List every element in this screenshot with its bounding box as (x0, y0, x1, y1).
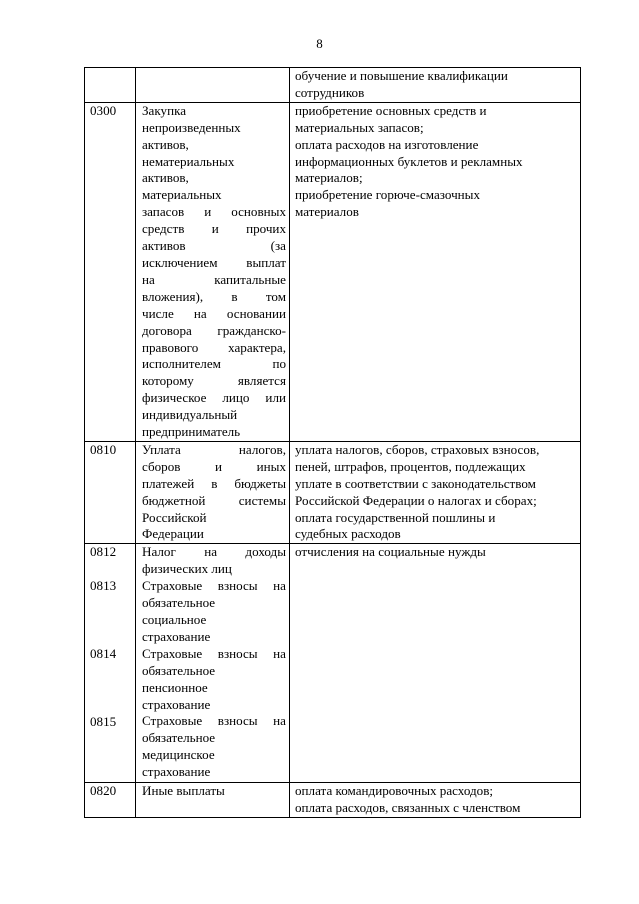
name-line: физических лиц (142, 561, 232, 577)
name-line: физическое лицо или (142, 390, 286, 406)
code-spacer (90, 731, 132, 748)
name-line: Страховые взносы на (142, 645, 286, 661)
name-line: договора гражданско- (142, 322, 286, 338)
description-line: уплате в соответствии с законодательством (295, 475, 536, 491)
description-cell (290, 544, 581, 783)
code-spacer (90, 561, 132, 578)
name-line: сборов и иных (142, 458, 286, 474)
code-spacer (90, 765, 132, 782)
name-line: запасов и основных (142, 204, 286, 220)
code-spacer (90, 663, 132, 680)
name-line: активов, (142, 170, 189, 186)
code-cell (85, 68, 136, 103)
name-line: Иные выплаты (142, 783, 225, 798)
name-line: правового характера, (142, 339, 286, 355)
description-line: оплата расходов на изготовление (295, 136, 479, 152)
name-line: обязательное (142, 730, 216, 746)
name-line: на капитальные (142, 271, 286, 287)
description-line: информационных буклетов и рекламных (295, 153, 523, 169)
name-line: Страховые взносы на (142, 713, 286, 729)
name-line: Закупка (142, 102, 187, 118)
name-line: активов (за (142, 238, 286, 254)
name-line: числе на основании (142, 305, 286, 321)
code-spacer (90, 595, 132, 612)
description-cell (290, 441, 581, 543)
description-cell (290, 68, 581, 103)
code-value: 0815 (90, 714, 117, 730)
table-row (85, 68, 581, 103)
name-line: социальное (142, 612, 207, 627)
code-spacer (90, 612, 132, 629)
name-line: Федерации (142, 526, 204, 542)
name-line: предприниматель (142, 424, 241, 440)
code-cell (85, 544, 136, 783)
table-row (85, 544, 581, 783)
name-cell (136, 783, 290, 818)
description-line: уплата налогов, сборов, страховых взносов, (295, 441, 540, 457)
name-line: Уплата налогов, (142, 441, 286, 457)
name-line: индивидуальный (142, 407, 238, 423)
description-line: пеней, штрафов, процентов, подлежащих (295, 458, 526, 474)
code-cell (85, 783, 136, 818)
name-line: страхование (142, 696, 211, 712)
description-line: приобретение горюче-смазочных (295, 187, 480, 203)
description-line: приобретение основных средств и (295, 102, 487, 118)
name-line: средств и прочих (142, 221, 286, 237)
code-value: 0814 (90, 646, 117, 662)
expense-codes-table (84, 67, 581, 818)
code-cell (85, 102, 136, 441)
code-value: 0813 (90, 578, 117, 594)
code-value: 0820 (90, 783, 117, 798)
description-line: судебных расходов (295, 526, 401, 542)
name-line: медицинское (142, 747, 215, 763)
code-spacer (90, 748, 132, 765)
table-row (85, 441, 581, 543)
description-line: обучение и повышение квалификации (295, 68, 508, 83)
code-value: 0812 (90, 544, 117, 560)
name-line: вложения), в том (142, 288, 286, 304)
name-cell (136, 544, 290, 783)
code-spacer (90, 629, 132, 646)
description-line: отчисления на социальные нужды (295, 544, 486, 560)
description-line: оплата расходов, связанных с членством (295, 799, 521, 815)
code-value: 0300 (90, 102, 117, 118)
table-row (85, 783, 581, 818)
name-line: страхование (142, 628, 211, 644)
table-row (85, 102, 581, 441)
name-line: Страховые взносы на (142, 578, 286, 594)
name-line: исполнителем по (142, 356, 286, 372)
description-cell (290, 783, 581, 818)
code-value: 0810 (90, 441, 117, 457)
name-line: Налог на доходы (142, 544, 286, 560)
description-line: материалов (295, 204, 359, 220)
name-line: обязательное (142, 662, 216, 678)
name-line: бюджетной системы (142, 492, 286, 508)
name-cell (136, 102, 290, 441)
code-spacer (90, 697, 132, 714)
name-line: платежей в бюджеты (142, 475, 286, 491)
description-line: оплата государственной пошлины и (295, 509, 496, 525)
name-cell (136, 68, 290, 103)
name-line: обязательное (142, 595, 216, 611)
name-line: которому является (142, 373, 286, 389)
code-spacer (90, 680, 132, 697)
description-line: сотрудников (295, 84, 365, 100)
name-line: активов, (142, 136, 189, 152)
name-line: пенсионное (142, 679, 208, 695)
description-line: Российской Федерации о налогах и сборах; (295, 492, 537, 508)
name-line: страхование (142, 764, 211, 780)
page-number: 8 (316, 36, 323, 51)
code-cell (85, 441, 136, 543)
name-line: Российской (142, 509, 207, 525)
name-line: исключением выплат (142, 254, 286, 270)
description-cell (290, 102, 581, 441)
description-line: оплата командировочных расходов; (295, 783, 494, 798)
name-cell (136, 441, 290, 543)
description-line: материалов; (295, 170, 363, 186)
description-line: материальных запасов; (295, 119, 424, 135)
name-line: нематериальных (142, 153, 235, 169)
name-line: непроизведенных (142, 119, 241, 135)
name-line: материальных (142, 187, 222, 203)
